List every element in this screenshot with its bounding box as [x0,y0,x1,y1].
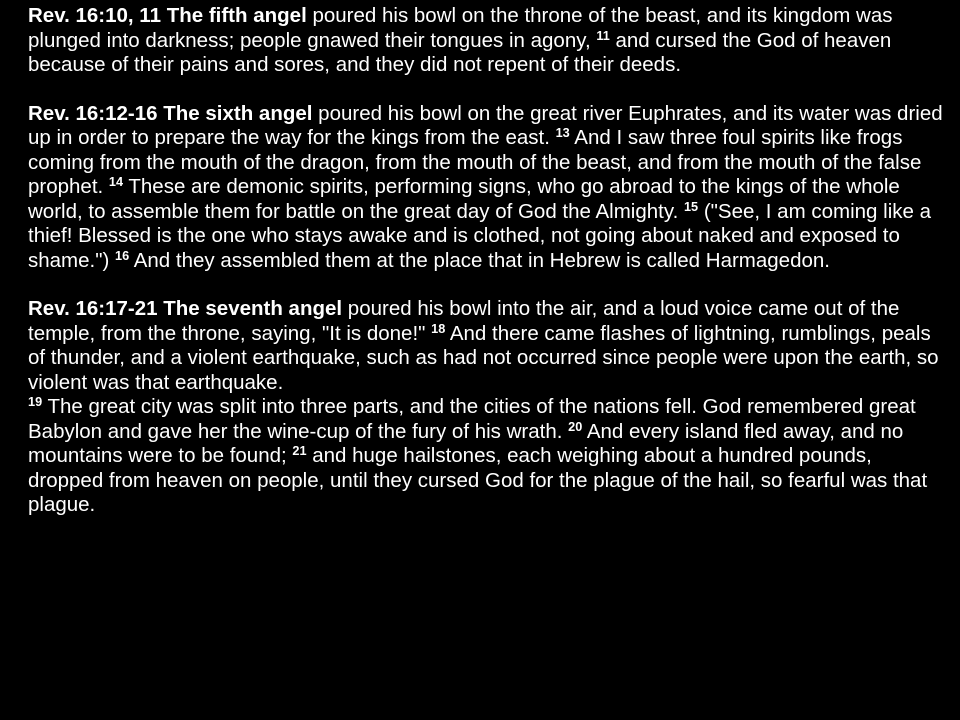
passage-rev-16-10-11 [28,4,946,78]
verse-text: poured his bowl on the throne of the beast, and its kingdom was plunged into darkness; people gnawed their tongues in agony, [28,4,893,52]
verse-number: 15 [683,198,699,214]
verse-text: poured his bowl on the great river Euphrates, and its water was dried up in order to prepare the way for the kings from the east. [28,101,943,149]
verse-number: 14 [108,174,124,190]
passage-reference: Rev. 16:12-16 [28,101,158,125]
verse-text: And I saw three foul spirits like frogs coming from the mouth of the dragon, from the mouth of the beast, and from the mouth of the false prophet. [28,126,922,198]
verse-text: ("See, I am coming like a thief! Blessed is the one who stays awake and is clothed, not going about naked and exposed to shame.") [28,199,931,272]
angel-heading: The fifth angel [166,4,307,27]
verse-number: 19 [28,394,43,410]
verse-text: poured his bowl into the air, and a loud voice came out of the temple, from the throne, saying, "It is done!" [28,297,900,345]
verse-text: and huge hailstones, each weighing about a hundred pounds, dropped from heaven on people, until they cursed God for the plague of the hail, so fearful was that plague. [28,444,928,516]
verse-number: 13 [555,125,570,141]
verse-number: 21 [292,443,307,459]
passage-rev-16-12-16 [28,102,946,274]
verse-text: and cursed the God of heaven because of their pains and sores, and they did not repent of their deeds. [28,28,892,76]
verse-number: 16 [115,247,130,263]
verse-number: 20 [568,418,583,434]
verse-text: The great city was split into three parts, and the cities of the nations fell. God remembered great Babylon and gave her the wine-cup of the fury of his wrath. [28,395,916,443]
slide-body [28,4,946,518]
angel-heading: The seventh angel [163,297,343,320]
verse-text: And every island fled away, and no mountains were to be found; [28,419,904,467]
angel-heading: The sixth angel [163,101,313,125]
passage-rev-16-17-21 [28,297,946,518]
verse-text: These are demonic spirits, performing signs, who go abroad to the kings of the whole world, to assemble them for battle on the great day of God the Almighty. [28,175,900,223]
verse-text: And they assembled them at the place that in Hebrew is called Harmagedon. [129,248,830,272]
verse-text: And there came flashes of lightning, rumblings, peals of thunder, and a violent earthquake, such as had not occurred since people were upon the earth, so violent was that earthquake. [28,321,939,394]
passage-reference: Rev. 16:10, 11 [28,4,161,27]
verse-number: 18 [431,320,446,336]
passage-reference: Rev. 16:17-21 [28,297,158,320]
verse-number: 11 [596,27,610,43]
